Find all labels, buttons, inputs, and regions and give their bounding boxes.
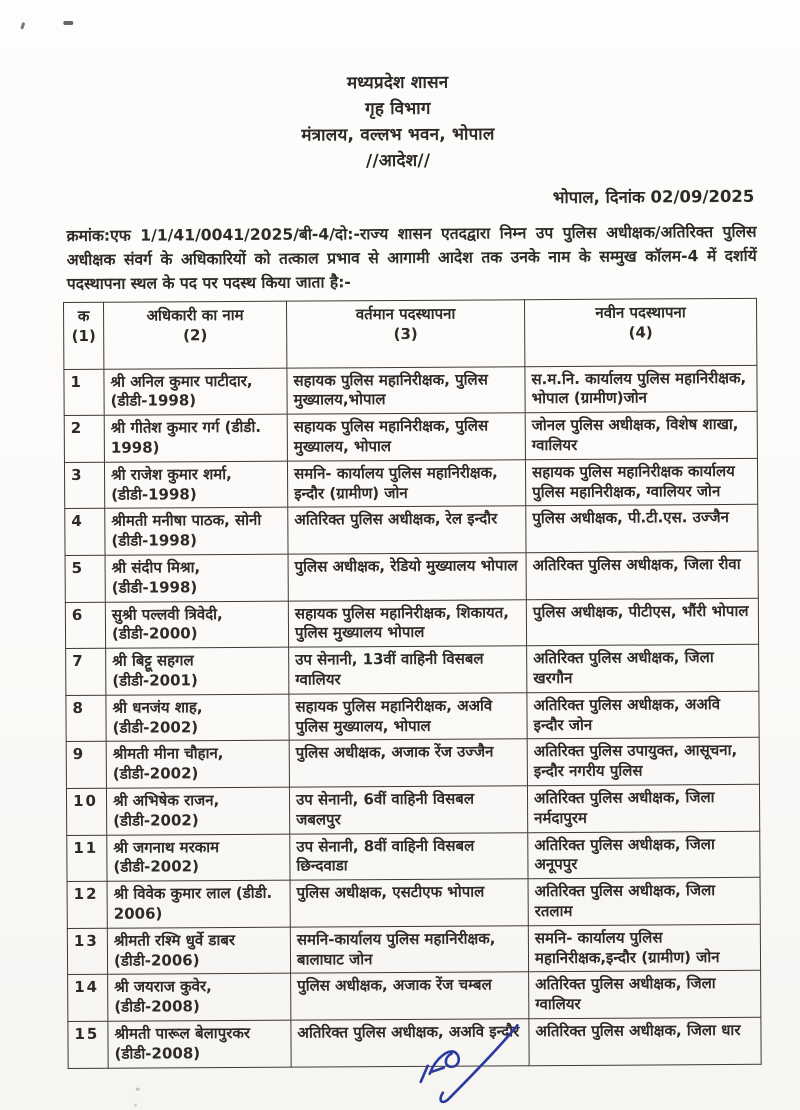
place-date: भोपाल, दिनांक 02/09/2025 (552, 186, 755, 208)
serial-cell: 3 (64, 462, 104, 509)
new-posting-cell: पुलिस अधीक्षक, पीटीएस, भौंरी भोपाल (526, 598, 758, 646)
serial-cell: 10 (66, 788, 106, 835)
serial-cell: 6 (65, 602, 105, 649)
new-posting-cell: अतिरिक्त पुलिस अधीक्षक, जिला धार (529, 1017, 761, 1065)
serial-cell: 13 (67, 928, 107, 975)
department-name: गृह विभाग (365, 98, 431, 120)
order-paragraph: क्रमांक:एफ 1/1/41/0041/2025/बी-4/दो:-राज्य शासन एतदद्वारा निम्न उप पुलिस अधीक्षक/अतिरिक्त पुलिस अधीक्षक संवर्ग के अधिकारियों को तत्काल प्रभाव से आगामी आदेश तक उनके नाम के सम्मुख कॉलम-4 में दर्शायें पदस्थापना स्थल के पद पर पदस्थ किया जाता है:- (66, 222, 757, 294)
current-posting-cell: पुलिस अधीक्षक, अजाक रेंज उज्जैन (289, 739, 527, 787)
table-row (68, 971, 761, 1022)
table-row (65, 598, 758, 649)
government-name: मध्यप्रदेश शासन (346, 72, 449, 94)
new-posting-cell: अतिरिक्त पुलिस अधीक्षक, जिला रतलाम (528, 877, 760, 925)
table-row (64, 458, 757, 509)
new-posting-cell: पुलिस अधीक्षक, पी.टी.एस. उज्जैन (526, 505, 758, 553)
current-posting-cell: उप सेनानी, 6वीं वाहिनी विसबल जबलपुर (289, 786, 527, 834)
officer-name-cell: श्रीमती मीना चौहान, (डीडी-2002) (106, 741, 289, 789)
table-row (66, 784, 759, 835)
current-posting-cell: सहायक पुलिस महानिरीक्षक, अअवि पुलिस मुख्यालय, भोपाल (289, 692, 527, 740)
current-posting-cell: सहायक पुलिस महानिरीक्षक, शिकायत, पुलिस मुख्यालय भोपाल (288, 599, 526, 647)
table-row (66, 691, 759, 742)
serial-cell: 9 (66, 742, 106, 789)
table-header-row (63, 298, 756, 369)
current-posting-cell: समनि-कार्यालय पुलिस महानिरीक्षक, बालाघाट जोन (290, 925, 528, 973)
serial-cell: 5 (65, 555, 105, 602)
table-row (65, 551, 758, 602)
table-row (64, 365, 757, 416)
officer-name-cell: श्रीमती पारूल बेलापुरकर (डीडी-2008) (108, 1020, 291, 1068)
serial-cell: 1 (64, 369, 104, 416)
scan-speck (63, 21, 73, 25)
office-address: मंत्रालय, वल्लभ भवन, भोपाल (301, 124, 495, 146)
table-row (66, 738, 759, 789)
officer-name-cell: श्रीमती रश्मि धुर्वे डाबर (डीडी-2006) (107, 927, 290, 975)
serial-cell: 8 (66, 695, 106, 742)
new-posting-cell: अतिरिक्त पुलिस अधीक्षक, जिला ग्वालियर (529, 971, 761, 1019)
scan-speck (136, 1088, 140, 1091)
officer-name-cell: श्री बिट्टू सहगल (डीडी-2001) (106, 647, 289, 695)
serial-cell: 14 (68, 975, 108, 1022)
table-row (65, 505, 758, 556)
new-posting-cell: अतिरिक्त पुलिस अधीक्षक, जिला खरगौन (527, 644, 759, 692)
serial-cell: 12 (67, 881, 107, 928)
table-row (66, 644, 759, 695)
officer-name-cell: श्री अभिषेक राजन, (डीडी-2002) (106, 787, 289, 835)
current-posting-cell: अतिरिक्त पुलिस अधीक्षक, रेल इन्दौर (288, 506, 526, 554)
current-posting-cell: अतिरिक्त पुलिस अधीक्षक, अअवि इन्दौर (291, 1019, 529, 1067)
current-posting-cell: पुलिस अधीक्षक, अजाक रेंज चम्बल (291, 972, 529, 1020)
serial-cell: 15 (68, 1021, 108, 1068)
officer-name-cell: श्री अनिल कुमार पाटीदार, (डीडी-1998) (104, 368, 287, 416)
current-posting-cell: उप सेनानी, 8वीं वाहिनी विसबल छिन्दवाडा (290, 832, 528, 880)
officer-name-cell: श्री विवेक कुमार लाल (डीडी. 2006) (107, 880, 290, 928)
new-posting-cell: स.म.नि. कार्यालय पुलिस महानिरीक्षक, भोपाल (ग्रामीण)जोन (525, 365, 757, 413)
current-posting-cell: समनि- कार्यालय पुलिस महानिरीक्षक, इन्दौर (ग्रामीण) जोन (287, 460, 525, 508)
scan-speck (134, 1104, 137, 1107)
column-header-3: वर्तमान पदस्थापना (3) (286, 300, 524, 368)
officer-name-cell: श्री धनजंय शाह, (डीडी-2002) (106, 694, 289, 742)
current-posting-cell: उप सेनानी, 13वीं वाहिनी विसबल ग्वालियर (289, 646, 527, 694)
new-posting-cell: अतिरिक्त पुलिस अधीक्षक, जिला अनूपपुर (528, 831, 760, 879)
officer-name-cell: श्री संदीप मिश्रा, (डीडी-1998) (105, 554, 288, 602)
current-posting-cell: पुलिस अधीक्षक, एसटीएफ भोपाल (290, 879, 528, 927)
new-posting-cell: अतिरिक्त पुलिस उपायुक्त, आसूचना, इन्दौर नगरीय पुलिस (527, 738, 759, 786)
transfer-table (63, 298, 762, 1069)
new-posting-cell: अतिरिक्त पुलिस अधीक्षक, अअवि इन्दौर जोन (527, 691, 759, 739)
officer-name-cell: श्री राजेश कुमार शर्मा, (डीडी-1998) (104, 461, 287, 509)
scan-speck (20, 22, 25, 30)
new-posting-cell: अतिरिक्त पुलिस अधीक्षक, जिला रीवा (526, 551, 758, 599)
serial-cell: 4 (65, 509, 105, 556)
table-row (67, 831, 760, 882)
current-posting-cell: सहायक पुलिस महानिरीक्षक, पुलिस मुख्यालय,भोपाल (287, 366, 525, 414)
officer-name-cell: श्री जगनाथ मरकाम (डीडी-2002) (107, 834, 290, 882)
new-posting-cell: समनि- कार्यालय पुलिस महानिरीक्षक,इन्दौर (ग्रामीण) जोन (528, 924, 760, 972)
column-header-2: अधिकारी का नाम (2) (103, 301, 286, 369)
serial-cell: 7 (66, 648, 106, 695)
serial-cell: 2 (64, 415, 104, 462)
officer-name-cell: श्रीमती मनीषा पाठक, सोनी (डीडी-1998) (105, 508, 288, 556)
table-row (67, 877, 760, 928)
column-header-1: क (1) (63, 302, 103, 369)
new-posting-cell: अतिरिक्त पुलिस अधीक्षक, जिला नर्मदापुरम (527, 784, 759, 832)
letterhead (0, 68, 798, 177)
new-posting-cell: जोनल पुलिस अधीक्षक, विशेष शाखा, ग्वालियर (525, 412, 757, 460)
serial-cell: 11 (67, 835, 107, 882)
officer-name-cell: श्री गीतेश कुमार गर्ग (डीडी. 1998) (104, 414, 287, 462)
current-posting-cell: सहायक पुलिस महानिरीक्षक, पुलिस मुख्यालय, भोपाल (287, 413, 525, 461)
current-posting-cell: पुलिस अधीक्षक, रेडियो मुख्यालय भोपाल (288, 553, 526, 601)
column-header-4: नवीन पदस्थापना (4) (524, 298, 756, 366)
officer-name-cell: श्री जयराज कुवेर, (डीडी-2008) (108, 973, 291, 1021)
order-heading: //आदेश// (365, 150, 431, 172)
new-posting-cell: सहायक पुलिस महानिरीक्षक कार्यालय पुलिस महानिरीक्षक, ग्वालियर जोन (525, 458, 757, 506)
signature-scribble (405, 1015, 536, 1108)
officer-name-cell: सुश्री पल्लवी त्रिवेदी, (डीडी-2000) (105, 601, 288, 649)
table-row (67, 924, 760, 975)
table-row (64, 412, 757, 463)
